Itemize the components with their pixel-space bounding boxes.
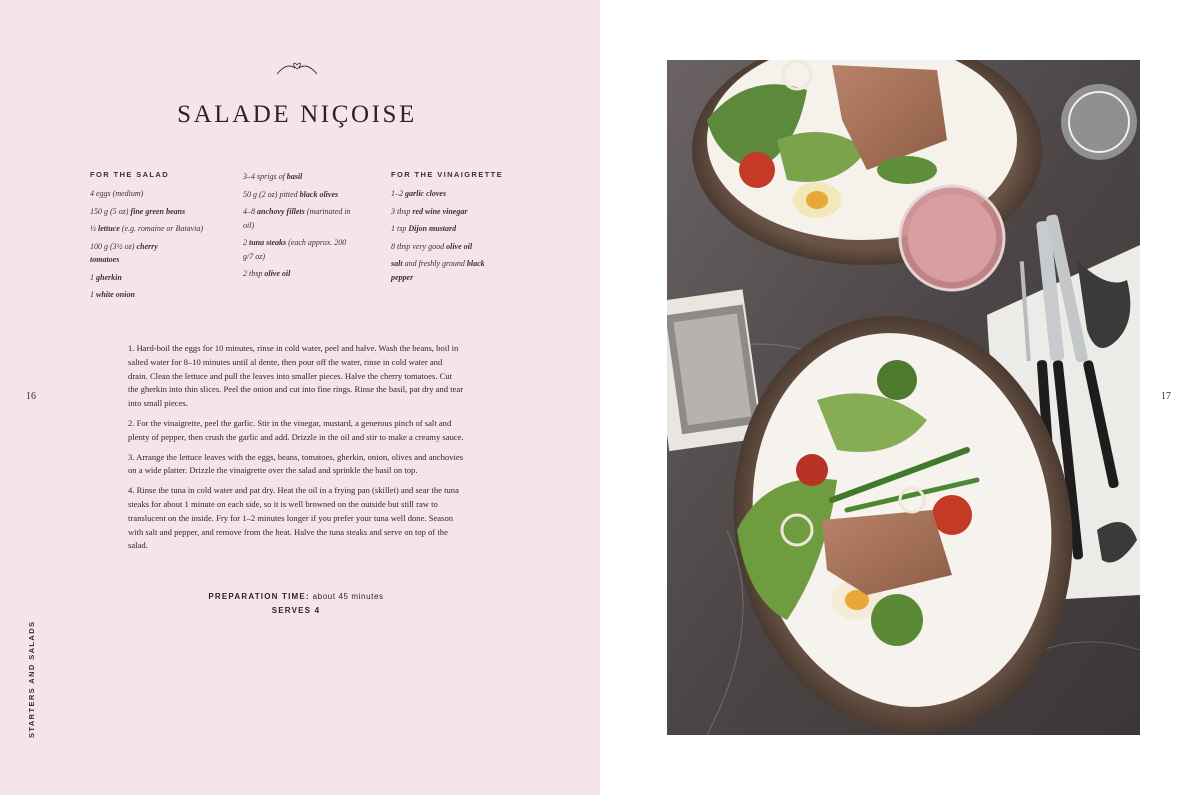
method-step: 2. For the vinaigrette, peel the garlic. Stir in the vinegar, mustard, a generous pinch of salt and plenty of pepper, then crush the garlic and add. Drizzle in the oil and stir to make a creamy sauce. bbox=[128, 417, 464, 442]
page-number-right: 17 bbox=[1161, 391, 1171, 402]
page-number-left: 16 bbox=[26, 391, 36, 402]
ingredient-item: 3–4 sprigs of basil bbox=[243, 172, 303, 181]
ingredients-column-2 bbox=[243, 170, 383, 285]
water-glass bbox=[1061, 84, 1137, 160]
ingredients-column-3 bbox=[391, 170, 521, 288]
ingredient-item: 50 g (2 oz) pitted black olives bbox=[243, 189, 339, 199]
ingredient-item: 2 tbsp olive oil bbox=[243, 269, 291, 278]
ingredient-item: 1–2 garlic cloves bbox=[391, 189, 447, 198]
prep-info bbox=[128, 590, 464, 617]
method-steps bbox=[128, 342, 464, 559]
method-step: 1. Hard-boil the eggs for 10 minutes, rinse in cold water, peel and halve. Wash the beans, boil in salted water for 8–10 minutes until al dente, then pour off the water, rinse in cold water and drain. Clean the lettuce and pull the leaves into smaller pieces. Halve the cherry tomatoes. Cut the gherkin into thin slices. Peel the onion and cut into fine rings. Rinse the basil, pat dry and tear into small pieces. bbox=[128, 343, 464, 409]
ingredient-item: 4 eggs (medium) bbox=[90, 189, 144, 198]
salad-photo bbox=[667, 60, 1140, 735]
salad-heading: FOR THE SALAD bbox=[90, 170, 170, 179]
method-step: 3. Arrange the lettuce leaves with the eggs, beans, tomatoes, gherkin, onion, olives and anchovies on a wide platter. Drizzle the vinaigrette over the salad and sprinkle the basil on top. bbox=[128, 451, 464, 476]
ingredient-item: 8 tbsp very good olive oil bbox=[391, 241, 473, 251]
ingredient-item: 100 g (3½ oz) cherry tomatoes bbox=[90, 241, 158, 264]
prep-time-value: about 45 minutes bbox=[309, 592, 384, 601]
ingredient-item: 1 gherkin bbox=[90, 272, 122, 282]
ingredient-item: 3 tbsp red wine vinegar bbox=[391, 206, 468, 216]
prep-time bbox=[128, 590, 464, 604]
ingredient-item: 4–8 anchovy fillets (marinated in oil) bbox=[243, 207, 351, 230]
ingredients-column-1 bbox=[90, 170, 235, 306]
ingredient-item: 1 white onion bbox=[90, 290, 135, 299]
ingredient-item: salt and freshly ground black pepper bbox=[391, 259, 485, 282]
heart-flourish-icon bbox=[273, 54, 321, 78]
prep-time-label: PREPARATION TIME: bbox=[208, 592, 310, 601]
ingredient-item: ½ lettuce (e.g. romaine or Batavia) bbox=[90, 224, 204, 233]
ingredient-item: 1 tsp Dijon mustard bbox=[391, 224, 457, 233]
ingredient-item: 150 g (5 oz) fine green beans bbox=[90, 206, 186, 216]
ingredient-item: 2 tuna steaks (each approx. 200 g/7 oz) bbox=[243, 238, 347, 261]
serves: SERVES 4 bbox=[271, 605, 321, 615]
method-step: 4. Rinse the tuna in cold water and pat dry. Heat the oil in a frying pan (skillet) and sear the tuna steaks for about 1 minute on each side, so it is well browned on the outside but still raw to translucent on the inside. Fry for 1–2 minutes longer if you prefer your tuna well done. Season with salt and pepper, and remove from the heat. Halve the tuna steaks and serve on top of the salad. bbox=[128, 485, 459, 551]
section-label: STARTERS AND SALADS bbox=[27, 620, 36, 738]
recipe-title: SALADE NIÇOISE bbox=[177, 101, 417, 128]
vinaigrette-heading: FOR THE VINAIGRETTE bbox=[391, 170, 504, 179]
